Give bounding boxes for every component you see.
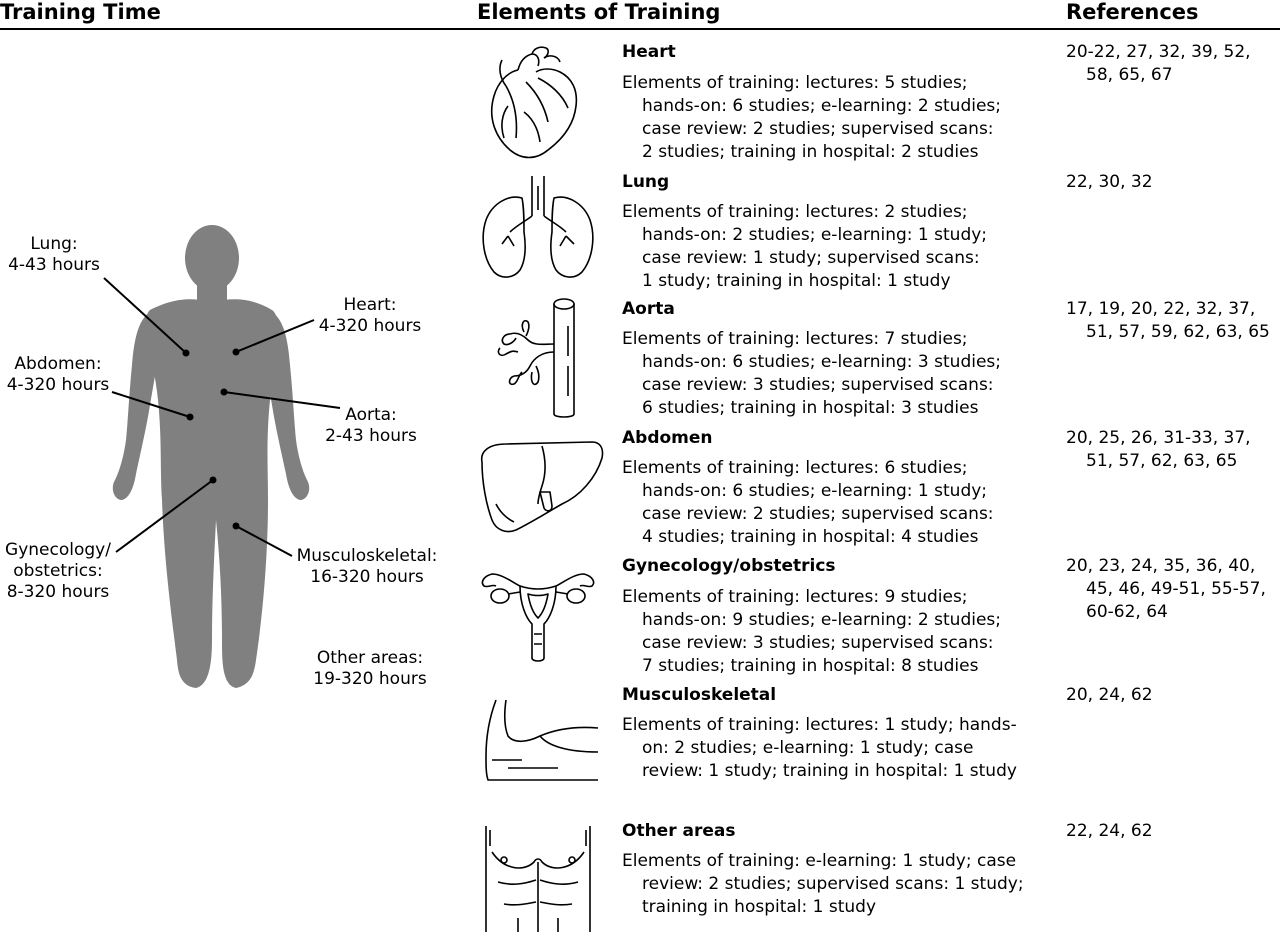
- human-body-figure: [0, 0, 470, 932]
- row-description-gynecology: Elements of training: lectures: 9 studies; hands-on: 9 studies; e-learning: 2 studies; case review: 3 studies; supervised scans: 7 studies; training in hospital: 8 studies: [622, 587, 1002, 676]
- row-refs-gynecology: 20, 23, 24, 35, 36, 40, 45, 46, 49-51, 55-57, 60-62, 64: [1066, 556, 1266, 622]
- label-aorta: Aorta: 2-43 hours: [325, 405, 417, 446]
- row-refs-heart: 20-22, 27, 32, 39, 52, 58, 65, 67: [1066, 42, 1251, 85]
- row-title-lung: Lung: [622, 172, 670, 192]
- row-refs-musculoskeletal: 20, 24, 62: [1066, 685, 1153, 705]
- row-description-aorta: Elements of training: lectures: 7 studies; hands-on: 6 studies; e-learning: 3 studies; case review: 3 studies; supervised scans: 6 studies; training in hospital: 3 studies: [622, 329, 1002, 418]
- row-refs-abdomen: 20, 25, 26, 31-33, 37, 51, 57, 62, 63, 65: [1066, 428, 1251, 471]
- arm-icon: [478, 696, 598, 788]
- body-silhouette: [113, 225, 309, 688]
- row-description-other-areas: Elements of training: e-learning: 1 study; case review: 2 studies; supervised scans: 1 study; training in hospital: 1 study: [622, 851, 1024, 917]
- row-title-musculoskeletal: Musculoskeletal: [622, 685, 777, 705]
- liver-icon: [476, 438, 606, 538]
- row-title-abdomen: Abdomen: [622, 428, 713, 448]
- row-description-abdomen: Elements of training: lectures: 6 studies; hands-on: 6 studies; e-learning: 1 study; case review: 2 studies; supervised scans: 4 studies; training in hospital: 4 studies: [622, 458, 994, 547]
- row-refs-lung: 22, 30, 32: [1066, 172, 1153, 192]
- lungs-icon: [478, 176, 598, 284]
- row-description-heart: Elements of training: lectures: 5 studies; hands-on: 6 studies; e-learning: 2 studies; case review: 2 studies; supervised scans: 2 studies; training in hospital: 2 studies: [622, 73, 1002, 162]
- label-gynecology: Gynecology/ obstetrics: 8-320 hours: [5, 540, 111, 602]
- row-refs-aorta: 17, 19, 20, 22, 32, 37, 51, 57, 59, 62, 63, 65: [1066, 299, 1270, 342]
- label-other-areas: Other areas: 19-320 hours: [313, 648, 427, 689]
- torso-icon: [478, 822, 598, 932]
- aorta-icon: [494, 296, 584, 422]
- row-title-aorta: Aorta: [622, 299, 675, 319]
- label-musculoskeletal: Musculoskeletal: 16-320 hours: [296, 546, 438, 587]
- header-training-time: Training Time: [0, 0, 161, 24]
- heart-icon: [478, 42, 598, 164]
- header-references: References: [1066, 0, 1199, 24]
- row-title-gynecology: Gynecology/obstetrics: [622, 556, 836, 576]
- row-description-lung: Elements of training: lectures: 2 studies; hands-on: 2 studies; e-learning: 1 study; case review: 1 study; supervised scans: 1 study; training in hospital: 1 study: [622, 202, 988, 291]
- label-abdomen: Abdomen: 4-320 hours: [6, 354, 110, 395]
- label-lung: Lung: 4-43 hours: [8, 234, 100, 275]
- row-refs-other-areas: 22, 24, 62: [1066, 821, 1153, 841]
- row-title-heart: Heart: [622, 42, 676, 62]
- row-description-musculoskeletal: Elements of training: lectures: 1 study; hands- on: 2 studies; e-learning: 1 study; case review: 1 study; training in hospital: 1 study: [622, 715, 1017, 781]
- row-title-other-areas: Other areas: [622, 821, 736, 841]
- label-heart: Heart: 4-320 hours: [318, 295, 422, 336]
- uterus-icon: [478, 564, 598, 664]
- header-elements-of-training: Elements of Training: [477, 0, 721, 24]
